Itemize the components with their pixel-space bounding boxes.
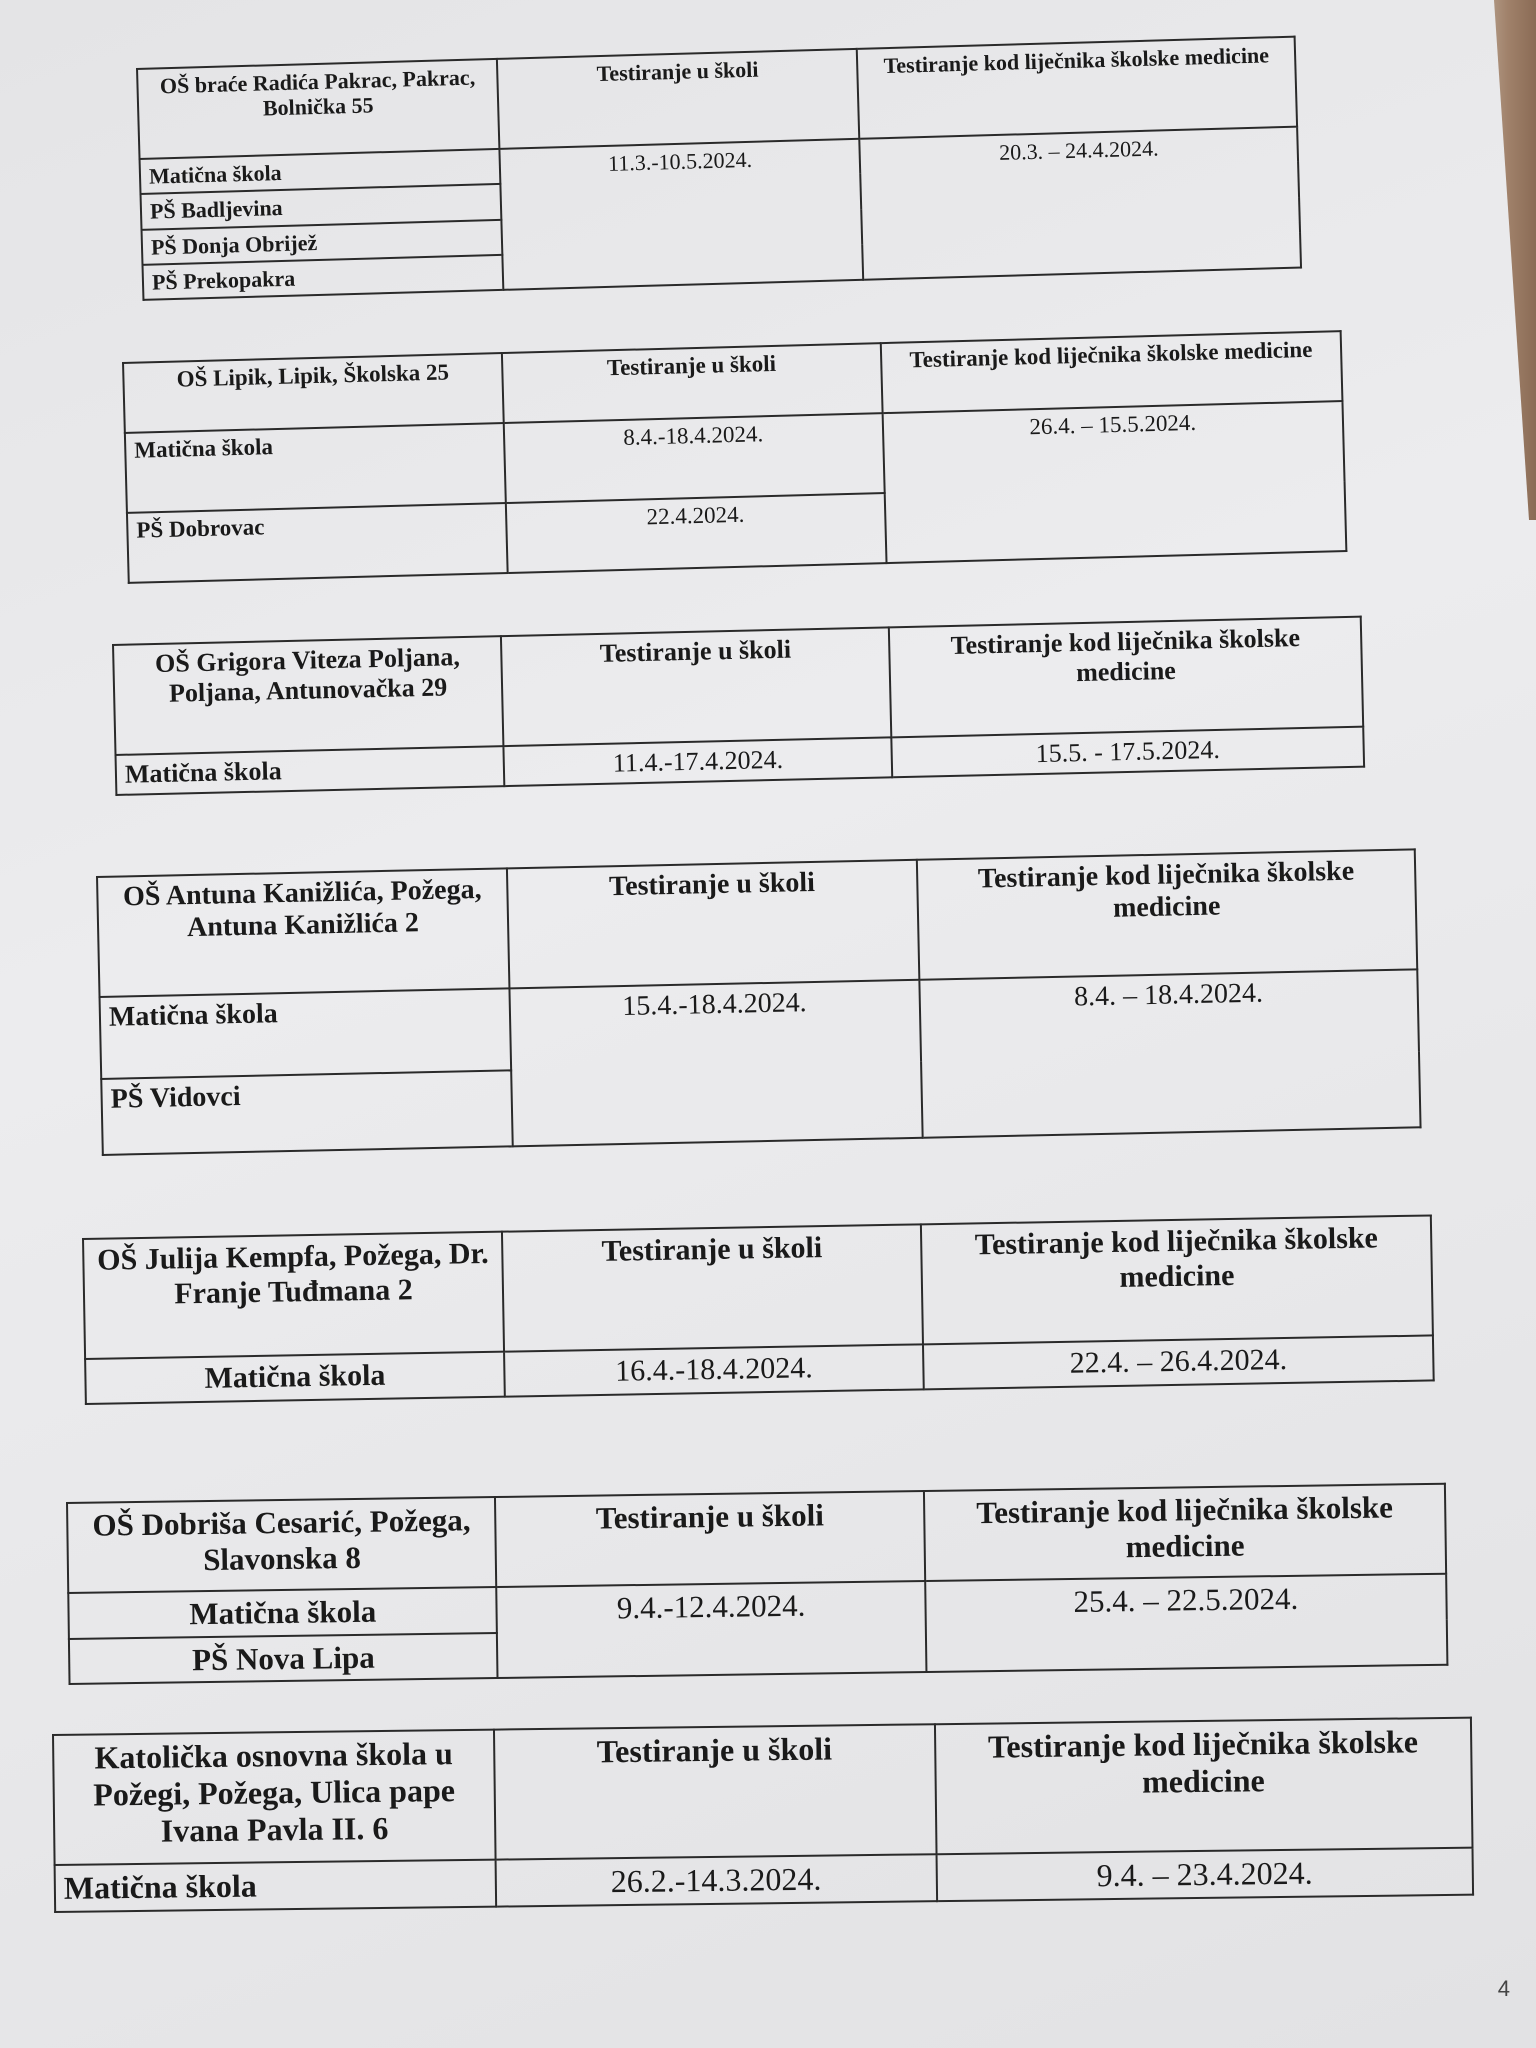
sub-unit: Matična škola [68,1587,497,1639]
sub-unit: Matična škola [125,423,506,513]
sub-unit: PŠ Nova Lipa [69,1633,498,1685]
sub-unit: Matična škola [100,988,511,1079]
school-test-date: 9.4.-12.4.2024. [497,1581,927,1678]
sub-unit: Matična škola [140,149,501,194]
school-test-date: 15.4.-18.4.2024. [509,980,922,1147]
sub-unit: PŠ Dobrovac [127,503,507,583]
doctor-test-date: 9.4. – 23.4.2024. [936,1848,1473,1901]
header-test-school: Testiranje u školi [495,1491,925,1587]
header-test-doctor: Testiranje kod liječnika školske medicine [889,617,1363,738]
doctor-test-date: 26.4. – 15.5.2024. [882,401,1346,563]
school-test-date: 11.3.-10.5.2024. [500,139,864,290]
school-table-4 [96,848,1422,1156]
sub-unit: PŠ Badljevina [141,184,502,229]
school-name: OŠ Dobriša Cesarić, Požega, Slavonska 8 [67,1497,497,1593]
school-test-date: 16.4.-18.4.2024. [504,1344,924,1396]
doctor-test-date: 8.4. – 18.4.2024. [919,969,1421,1137]
header-test-doctor: Testiranje kod liječnika školske medicine [921,1215,1433,1344]
school-test-date: 11.4.-17.4.2024. [503,737,892,786]
page-number: 4 [1497,1976,1510,2001]
header-test-doctor: Testiranje kod liječnika školske medicine [857,37,1297,139]
school-test-date: 22.4.2024. [506,493,886,573]
header-test-doctor: Testiranje kod liječnika školske medicine [916,849,1417,979]
sub-unit: Matična škola [85,1352,505,1404]
school-table-2 [122,330,1347,584]
header-test-school: Testiranje u školi [507,860,919,989]
doctor-test-date: 25.4. – 22.5.2024. [925,1574,1447,1673]
school-test-date: 26.2.-14.3.2024. [495,1854,936,1906]
sub-unit: PŠ Prekopakra [142,255,503,300]
header-test-school: Testiranje u školi [497,49,860,149]
school-name: OŠ Lipik, Lipik, Školska 25 [123,353,503,433]
doctor-test-date: 20.3. – 24.4.2024. [860,127,1301,280]
school-table-1 [136,36,1302,301]
school-table-7 [52,1717,1474,1913]
doctor-test-date: 22.4. – 26.4.2024. [923,1335,1434,1388]
header-test-school: Testiranje u školi [502,1224,923,1351]
school-table-5 [82,1214,1435,1404]
school-table-6 [66,1483,1448,1686]
sub-unit: Matična škola [116,746,505,795]
header-test-doctor: Testiranje kod liječnika školske medicine [880,331,1342,413]
school-name: Katolička osnovna škola u Požegi, Požega, Ulica pape Ivana Pavla II. 6 [53,1730,495,1865]
sub-unit: PŠ Donja Obrijež [142,219,503,264]
header-test-school: Testiranje u školi [494,1724,936,1859]
school-name: OŠ Grigora Viteza Poljana, Poljana, Antunovačka 29 [113,636,503,755]
school-name: OŠ Julija Kempfa, Požega, Dr. Franje Tuđmana 2 [83,1232,504,1359]
sub-unit: PŠ Vidovci [101,1070,512,1155]
header-test-school: Testiranje u školi [502,343,882,423]
school-table-3 [112,616,1365,796]
school-test-date: 8.4.-18.4.2024. [504,413,885,503]
sub-unit: Matična škola [55,1860,496,1912]
school-name: OŠ braće Radića Pakrac, Pakrac, Bolnička 55 [137,59,500,159]
header-test-doctor: Testiranje kod liječnika školske medicine [935,1718,1473,1855]
doctor-test-date: 15.5. - 17.5.2024. [891,727,1364,778]
school-name: OŠ Antuna Kanižlića, Požega, Antuna Kanižlića 2 [97,868,509,997]
header-test-school: Testiranje u školi [501,627,891,746]
header-test-doctor: Testiranje kod liječnika školske medicine [924,1484,1446,1581]
